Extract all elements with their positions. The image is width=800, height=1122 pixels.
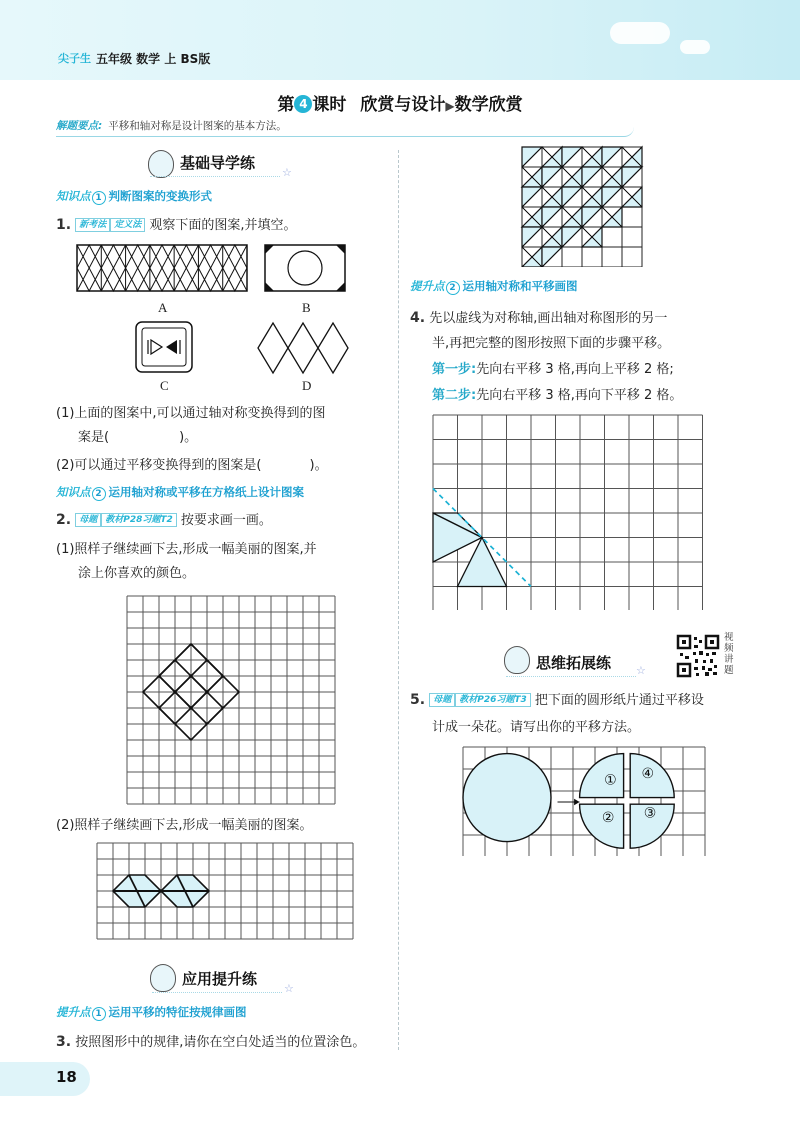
- flower-pieces: [580, 754, 675, 849]
- question-2-sub2: (2)照样子继续画下去,形成一幅美丽的图案。: [56, 818, 313, 833]
- question-4-step2: 第二步:先向右平移 3 格,再向下平移 2 格。: [432, 388, 683, 403]
- star-icon: ☆: [284, 982, 294, 995]
- arrow-head: [574, 799, 580, 806]
- question-4-line2: 半,再把完整的图形按照下面的步骤平移。: [432, 336, 671, 351]
- figure-c: [134, 320, 196, 376]
- improvement-point-2: 提升点 2 运用轴对称和平移画图: [410, 279, 578, 293]
- grid-q3[interactable]: [520, 145, 646, 267]
- question-1-stem: 1. 新考法 定义法 观察下面的图案,并填空。: [56, 217, 297, 233]
- grid-q5[interactable]: [462, 746, 724, 856]
- question-1-sub2: (2)可以通过平移变换得到的图案是( )。: [56, 458, 328, 473]
- question-1-sub1: (1)上面的图案中,可以通过轴对称变换得到的图: [56, 406, 326, 421]
- question-1-sub1-answer-line: 案是( )。: [78, 430, 198, 445]
- brand-logo: 尖子生: [58, 52, 91, 65]
- caption-c: C: [160, 378, 169, 393]
- section-underline: [152, 992, 282, 993]
- column-divider: [398, 150, 399, 1050]
- section-underline: [150, 176, 280, 177]
- question-3-stem: 3. 按照图形中的规律,请你在空白处适当的位置涂色。: [56, 1034, 366, 1050]
- piece-1: [580, 754, 624, 798]
- knowledge-point-1: 知识点 1 判断图案的变换形式: [56, 189, 212, 203]
- lesson-number-badge: 4: [294, 95, 312, 113]
- mascot-icon: [148, 150, 174, 178]
- piece-label: ③: [643, 805, 657, 822]
- grid-q2-1[interactable]: [126, 595, 336, 807]
- lesson-title: 第 4 课时 欣赏与设计▶数学欣赏: [277, 95, 523, 115]
- section-title-expand: 思维拓展练: [536, 654, 612, 672]
- page-number: 18: [56, 1068, 77, 1086]
- figure-b: [264, 244, 348, 296]
- question-4-line1: 4. 先以虚线为对称轴,画出轴对称图形的另一: [410, 310, 668, 326]
- figure-a: [76, 244, 256, 296]
- section-title-apply: 应用提升练: [182, 970, 258, 988]
- qr-video-label: 视 频 讲 题: [724, 632, 734, 676]
- star-icon: ☆: [282, 166, 292, 179]
- caption-d: D: [302, 378, 312, 393]
- question-5-line2: 计成一朵花。请写出你的平移方法。: [432, 720, 641, 735]
- grade-label: 五年级 数学 上 BS版: [96, 52, 211, 66]
- question-2-sub1: (1)照样子继续画下去,形成一幅美丽的图案,并: [56, 542, 317, 557]
- key-point-bar: 解题要点: 平移和轴对称是设计图案的基本方法。: [56, 118, 634, 137]
- piece-label: ②: [601, 809, 615, 826]
- mascot-icon: [150, 964, 176, 992]
- arrow-right-icon: ▶: [445, 99, 455, 113]
- grid-q2-2[interactable]: [96, 842, 368, 952]
- star-icon: ☆: [636, 664, 646, 677]
- section-title-basic: 基础导学练: [180, 154, 256, 172]
- question-2-sub1-cont: 涂上你喜欢的颜色。: [78, 566, 196, 581]
- circle-paper: [463, 754, 551, 842]
- figure-d: [256, 320, 356, 376]
- question-2-stem: 2. 母题 教材P28习题T2 按要求画一画。: [56, 512, 272, 528]
- section-underline: [506, 676, 636, 677]
- piece-label: ④: [641, 765, 655, 782]
- question-5-line1: 5. 母题 教材P26习题T3 把下面的圆形纸片通过平移设: [410, 692, 704, 708]
- cloud-decoration: [680, 40, 710, 54]
- improvement-point-1: 提升点 1 运用平移的特征按规律画图: [56, 1005, 247, 1019]
- question-4-step1: 第一步:先向右平移 3 格,再向上平移 2 格;: [432, 362, 674, 377]
- given-shape: [433, 513, 507, 587]
- knowledge-point-2: 知识点 2 运用轴对称或平移在方格纸上设计图案: [56, 485, 304, 499]
- piece-label: ①: [604, 772, 617, 789]
- caption-a: A: [158, 300, 168, 315]
- cloud-decoration: [610, 22, 670, 44]
- header-band: [0, 0, 800, 80]
- grid-q4[interactable]: [432, 414, 708, 610]
- caption-b: B: [302, 300, 311, 315]
- mascot-icon: [504, 646, 530, 674]
- qr-code-icon[interactable]: [676, 634, 720, 678]
